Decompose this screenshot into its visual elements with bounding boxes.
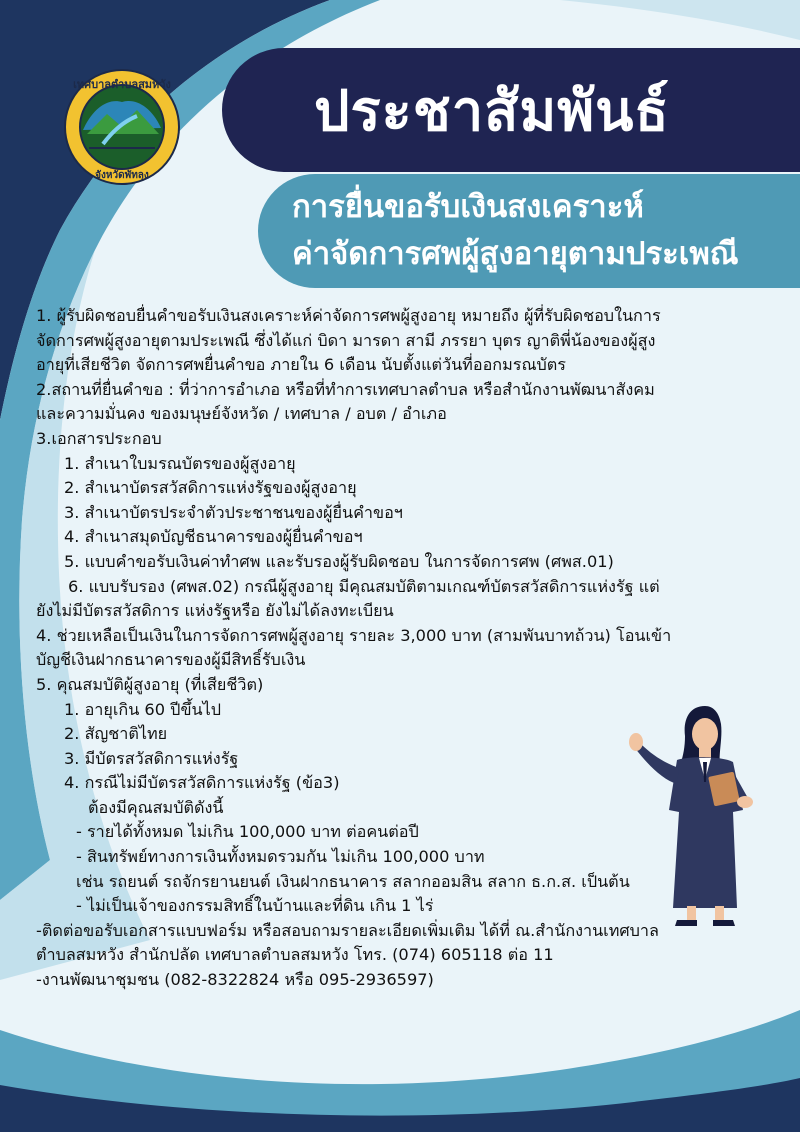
text-line: อายุที่เสียชีวิต จัดการศพยื่นคำขอ ภายใน 6 เดือน นับตั้งแต่วันที่ออกมรณบัตร [36, 355, 566, 375]
text-line: บัญชีเงินฝากธนาคารของผู้มีสิทธิ์รับเงิน [36, 650, 306, 670]
text-line: -ติดต่อขอรับเอกสารแบบฟอร์ม หรือสอบถามรายละเอียดเพิ่มเติม ได้ที่ ณ.สำนักงานเทศบาล [36, 920, 659, 940]
text-line: จัดการศพผู้สูงอายุตามประเพณี ซึ่งได้แก่ บิดา มารดา สามี ภรรยา บุตร ญาติพี่น้องของผู้สูง [36, 330, 656, 350]
list-item: 4. สำเนาสมุดบัญชีธนาคารของผู้ยื่นคำขอฯ [64, 527, 363, 547]
text-line: 2.สถานที่ยื่นคำขอ : ที่ว่าการอำเภอ หรือที่ทำการเทศบาลตำบล หรือสำนักงานพัฒนาสังคม [36, 379, 655, 399]
text-line: 4. ช่วยเหลือเป็นเงินในการจัดการศพผู้สูงอายุ รายละ 3,000 บาท (สามพันบาทถ้วน) โอนเข้า [36, 625, 672, 645]
list-item: 5. แบบคำขอรับเงินค่าทำศพ และรับรองผู้รับผิดชอบ ในการจัดการศพ (ศพส.01) [64, 551, 614, 571]
list-item: - รายได้ทั้งหมด ไม่เกิน 100,000 บาท ต่อคนต่อปี [76, 822, 419, 842]
text-line: ยังไม่มีบัตรสวัสดิการ แห่งรัฐหรือ ยังไม่ได้ลงทะเบียน [36, 601, 394, 621]
list-item: 1. สำเนาใบมรณบัตรของผู้สูงอายุ [64, 453, 296, 473]
list-item: ต้องมีคุณสมบัติดังนี้ [88, 797, 224, 817]
title-banner [222, 48, 800, 172]
text-line: และความมั่นคง ของมนุษย์จังหวัด / เทศบาล / อบต / อำเภอ [36, 404, 447, 424]
subtitle-banner [258, 174, 800, 288]
subtitle-line-2: ค่าจัดการศพผู้สูงอายุตามประเพณี [292, 236, 739, 272]
list-item: - สินทรัพย์ทางการเงินทั้งหมดรวมกัน ไม่เกิน 100,000 บาท [76, 847, 485, 867]
text-line: 3.เอกสารประกอบ [36, 428, 162, 448]
logo-bottom-text: จังหวัดพัทลุง [95, 170, 149, 181]
municipality-logo [63, 68, 181, 186]
text-line: 1. ผู้รับผิดชอบยื่นคำขอรับเงินสงเคราะห์ค่าจัดการศพผู้สูงอายุ หมายถึง ผู้ที่รับผิดชอบในการ [36, 306, 661, 325]
logo-top-text: เทศบาลตำบลสมหวัง [73, 78, 171, 91]
subtitle-line-1: การยื่นขอรับเงินสงเคราะห์ [292, 189, 644, 225]
text-line: 5. คุณสมบัติผู้สูงอายุ (ที่เสียชีวิต) [36, 674, 264, 694]
list-item: - ไม่เป็นเจ้าของกรรมสิทธิ์ในบ้านและที่ดิน เกิน 1 ไร่ [76, 896, 434, 916]
list-item: 4. กรณีไม่มีบัตรสวัสดิการแห่งรัฐ (ข้อ3) [64, 773, 340, 793]
text-line: -งานพัฒนาชุมชน (082-8322824 หรือ 095-2936597) [36, 970, 434, 990]
woman-presenter-illustration [625, 700, 765, 932]
list-item: 6. แบบรับรอง (ศพส.02) กรณีผู้สูงอายุ มีคุณสมบัติตามเกณฑ์บัตรสวัสดิการแห่งรัฐ แต่ [68, 576, 660, 596]
page-title: ประชาสัมพันธ์ [314, 78, 670, 144]
list-item: 2. สำเนาบัตรสวัสดิการแห่งรัฐของผู้สูงอายุ [64, 478, 357, 498]
text-line: ตำบลสมหวัง สำนักปลัด เทศบาลตำบลสมหวัง โทร. (074) 605118 ต่อ 11 [36, 945, 554, 965]
list-item: 2. สัญชาติไทย [64, 724, 168, 744]
list-item: เช่น รถยนต์ รถจักรยานยนต์ เงินฝากธนาคาร สลากออมสิน สลาก ธ.ก.ส. เป็นต้น [76, 871, 630, 891]
list-item: 3. สำเนาบัตรประจำตัวประชาชนของผู้ยื่นคำขอฯ [64, 502, 403, 522]
list-item: 1. อายุเกิน 60 ปีขึ้นไป [64, 699, 221, 719]
list-item: 3. มีบัตรสวัสดิการแห่งรัฐ [64, 748, 239, 768]
